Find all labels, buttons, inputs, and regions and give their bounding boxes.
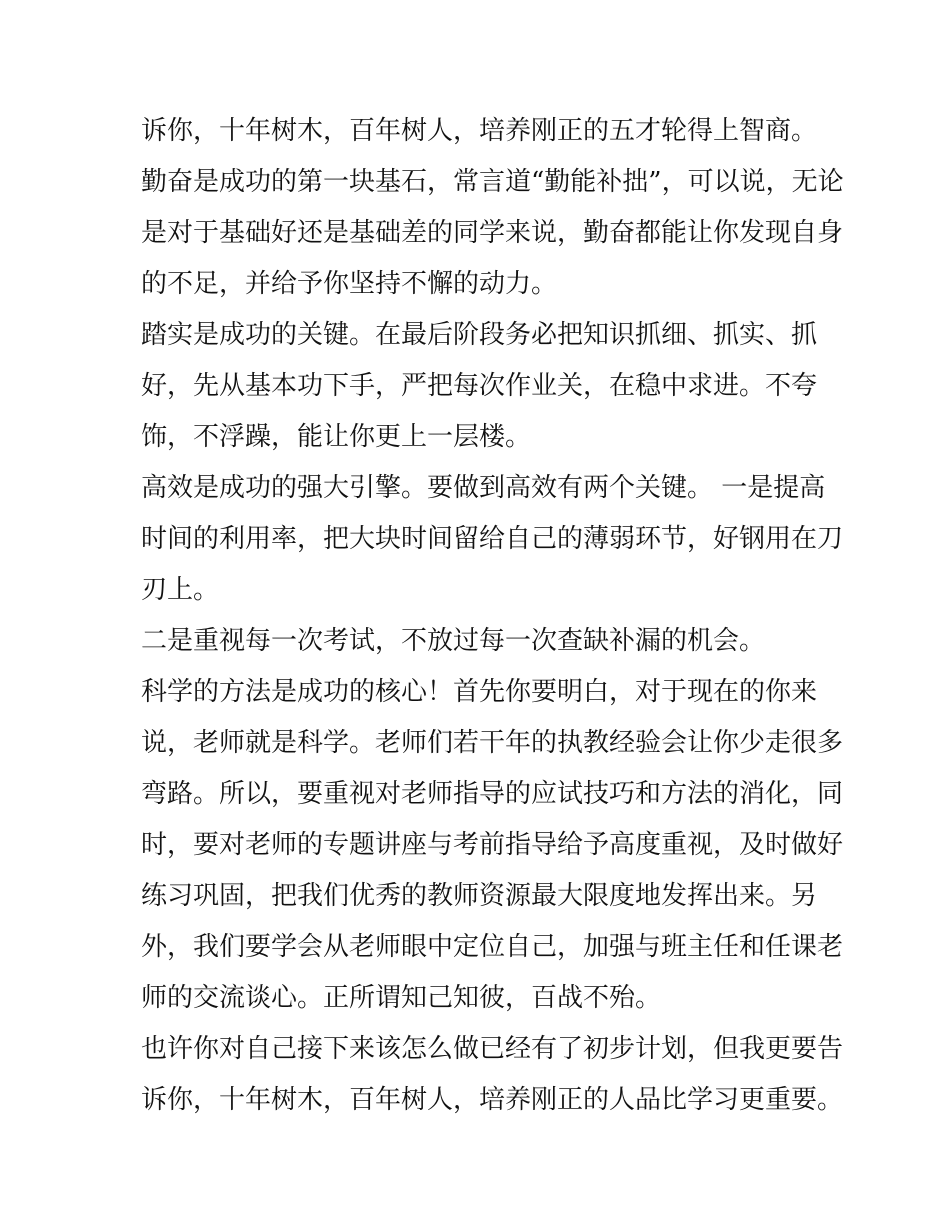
text-line: 二是重视每一次考试，不放过每一次查缺补漏的机会。 xyxy=(141,626,766,656)
text-line: 科学的方法是成功的核心！首先你要明白，对于现在的你来 xyxy=(141,677,818,707)
text-line: 饰，不浮躁，能让你更上一层楼。 xyxy=(141,422,532,452)
text-line: 高效是成功的强大引擎。要做到高效有两个关键。 一是提高 xyxy=(141,473,826,503)
text-line: 师的交流谈心。正所谓知己知彼，百战不殆。 xyxy=(141,983,662,1013)
text-line: 时，要对老师的专题讲座与考前指导给予高度重视，及时做好 xyxy=(141,830,844,860)
text-line: 是对于基础好还是基础差的同学来说，勤奋都能让你发现自身 xyxy=(141,218,844,248)
text-line: 练习巩固，把我们优秀的教师资源最大限度地发挥出来。另 xyxy=(141,881,818,911)
text-line: 外，我们要学会从老师眼中定位自己，加强与班主任和任课老 xyxy=(141,932,844,962)
text-line: 勤奋是成功的第一块基石，常言道“勤能补拙”，可以说，无论 xyxy=(141,167,844,197)
text-line: 诉你，十年树木，百年树人，培养刚正的人品比学习更重要。 xyxy=(141,1085,844,1115)
document-body xyxy=(141,106,844,1126)
text-line: 时间的利用率，把大块时间留给自己的薄弱环节，好钢用在刀 xyxy=(141,524,844,554)
text-line: 踏实是成功的关键。在最后阶段务必把知识抓细、抓实、抓 xyxy=(141,320,818,350)
text-line: 弯路。所以，要重视对老师指导的应试技巧和方法的消化，同 xyxy=(141,779,844,809)
text-line: 的不足，并给予你坚持不懈的动力。 xyxy=(141,269,558,299)
text-line: 说，老师就是科学。老师们若干年的执教经验会让你少走很多 xyxy=(141,728,844,758)
text-line: 诉你，十年树木，百年树人，培养刚正的五才轮得上智商。 xyxy=(141,116,818,146)
text-line: 也许你对自己接下来该怎么做已经有了初步计划，但我更要告 xyxy=(141,1034,844,1064)
text-line: 好，先从基本功下手，严把每次作业关，在稳中求进。不夸 xyxy=(141,371,818,401)
text-line: 刃上。 xyxy=(141,575,220,605)
